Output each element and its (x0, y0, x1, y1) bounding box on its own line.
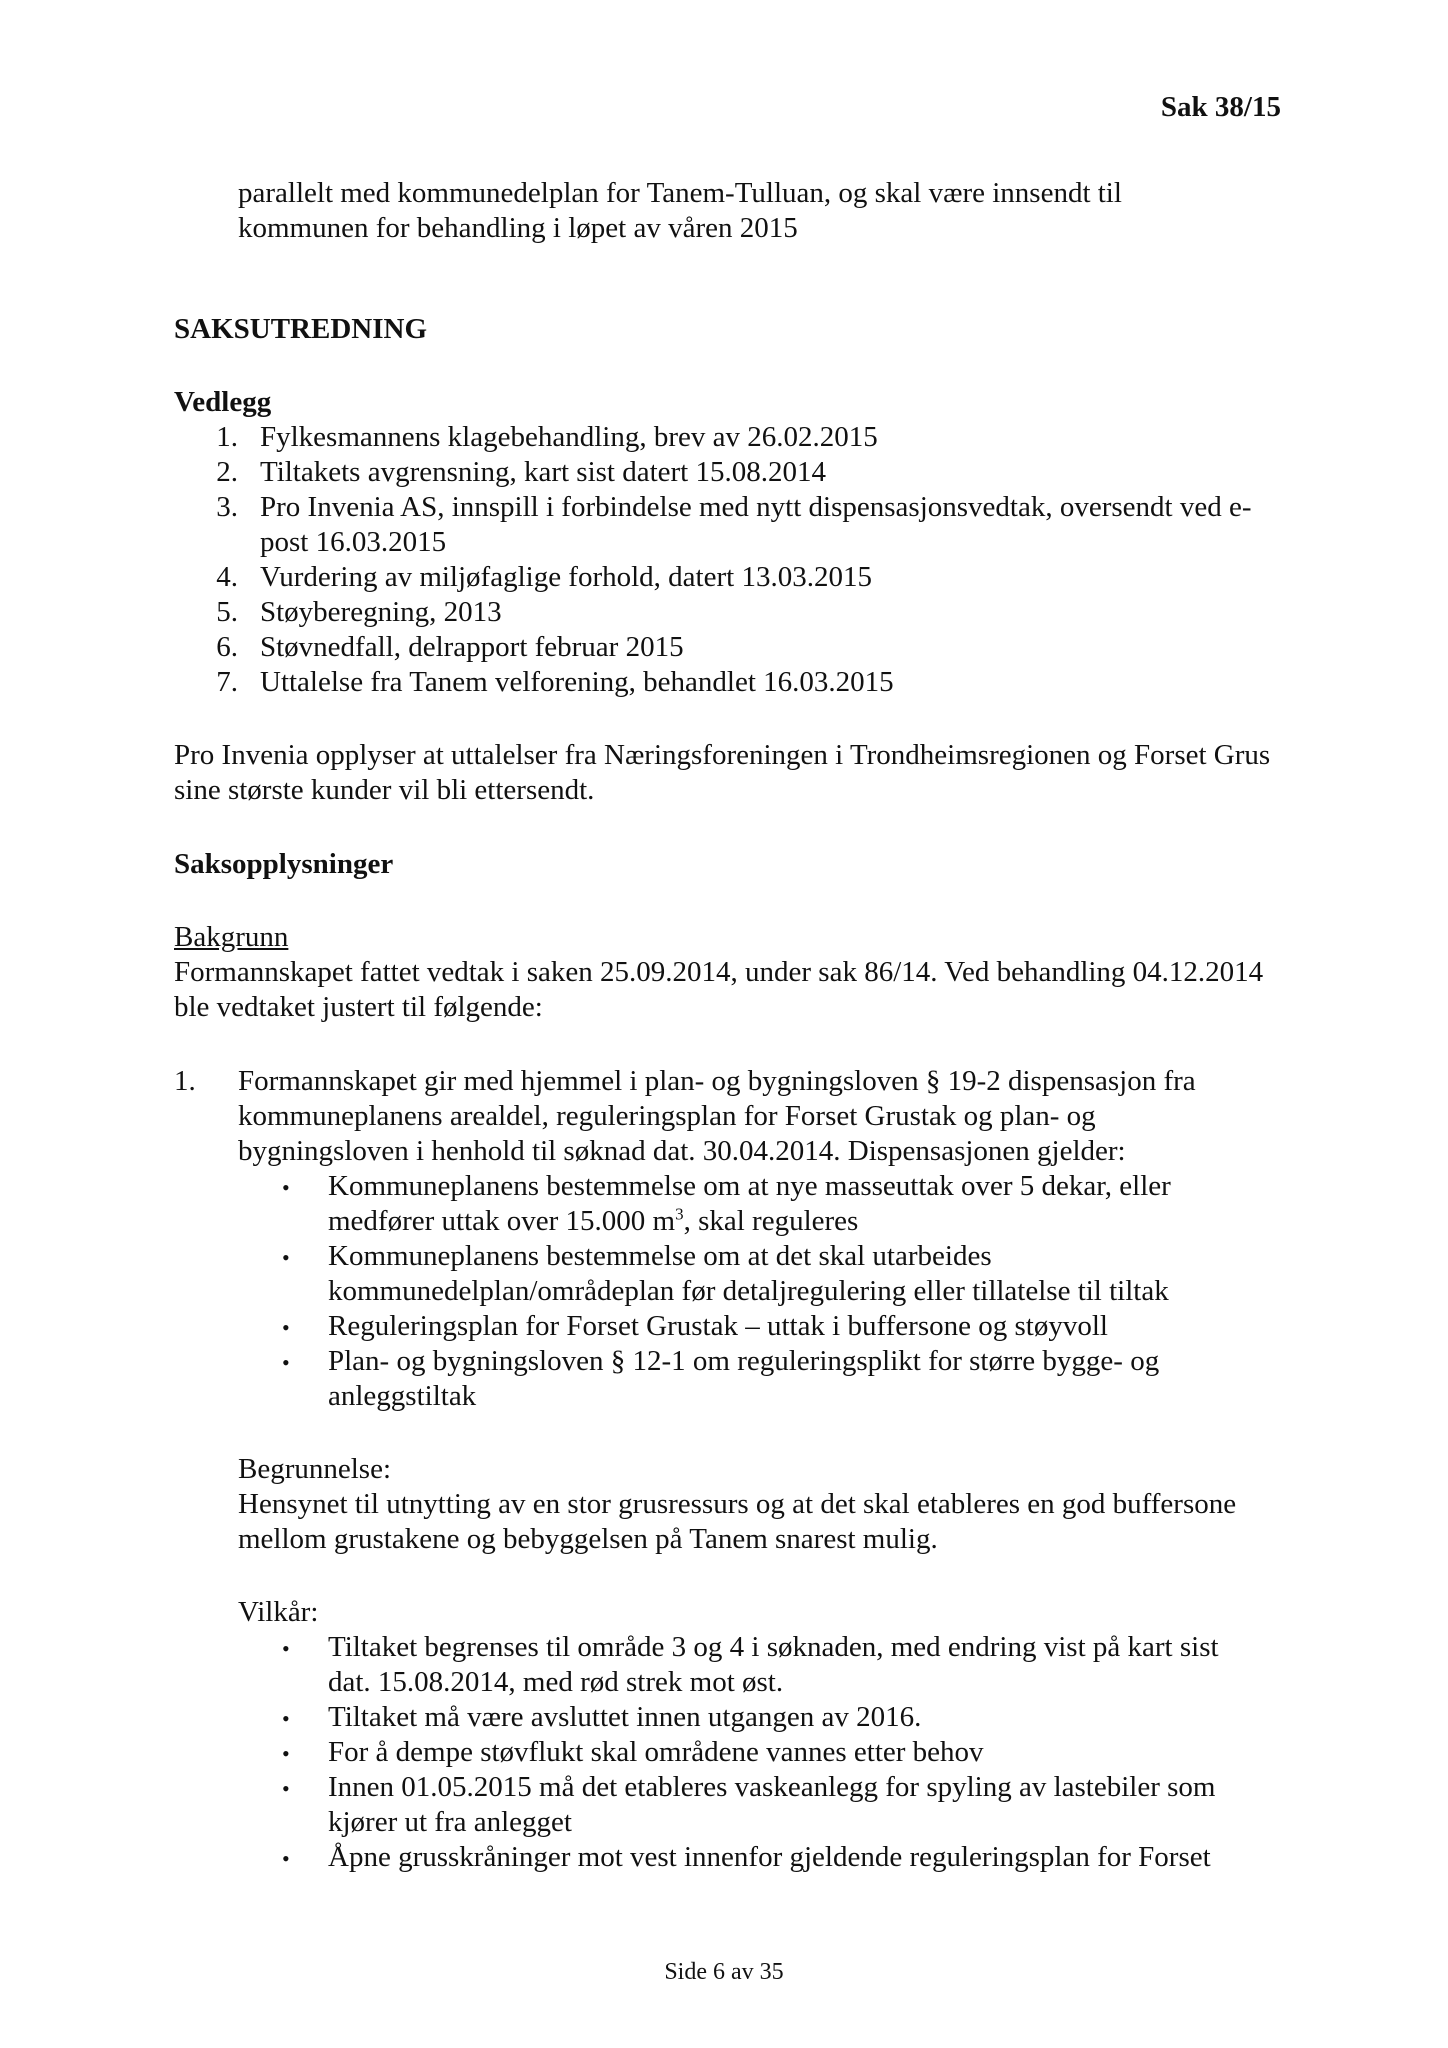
pro-invenia-line-1: Pro Invenia opplyser at uttalelser fra Næringsforeningen i Trondheimsregionen og Forset Grus (174, 739, 1271, 771)
vilkar-item: Åpne grusskråninger mot vest innenfor gjeldende reguleringsplan for Forset (328, 1841, 1211, 1873)
intro-line-2: kommunen for behandling i løpet av våren 2015 (238, 212, 798, 244)
dispensation-item: Plan- og bygningsloven § 12-1 om reguleringsplikt for større bygge- og (328, 1345, 1160, 1377)
bakgrunn-subheading: Bakgrunn (174, 921, 289, 953)
intro-line-1: parallelt med kommunedelplan for Tanem-Tulluan, og skal være innsendt til (238, 177, 1122, 209)
bullet-icon: • (282, 1245, 290, 1270)
vedlegg-item: Fylkesmannens klagebehandling, brev av 26.02.2015 (260, 421, 878, 453)
vedlegg-item: Støvnedfall, delrapport februar 2015 (260, 631, 684, 663)
vedlegg-item: Støyberegning, 2013 (260, 596, 502, 628)
decision-number: 1. (174, 1065, 196, 1097)
vedlegg-number: 1. (216, 421, 238, 453)
vedlegg-item: Pro Invenia AS, innspill i forbindelse med nytt dispensasjonsvedtak, oversendt ved e- (260, 491, 1252, 523)
vilkar-item: Innen 01.05.2015 må det etableres vaskeanlegg for spyling av lastebiler som (328, 1771, 1216, 1803)
section-title: SAKSUTREDNING (174, 313, 427, 345)
decision-line-2: kommuneplanens arealdel, reguleringsplan for Forset Grustak og plan- og (238, 1100, 1096, 1132)
dispensation-item-continuation: medfører uttak over 15.000 $m^3$, skal reguleres (328, 1204, 859, 1237)
vilkar-item-continuation: dat. 15.08.2014, med rød strek mot øst. (328, 1666, 784, 1698)
bullet-icon: • (282, 1741, 290, 1766)
bullet-icon: • (282, 1776, 290, 1801)
bullet-icon: • (282, 1350, 290, 1375)
bullet-icon: • (282, 1315, 290, 1340)
bullet-icon: • (282, 1636, 290, 1661)
decision-line-3: bygningsloven i henhold til søknad dat. 30.04.2014. Dispensasjonen gjelder: (238, 1135, 1126, 1167)
saksopplysninger-heading: Saksopplysninger (174, 848, 394, 880)
vedlegg-item: Uttalelse fra Tanem velforening, behandlet 16.03.2015 (260, 666, 894, 698)
vilkar-item: For å dempe støvflukt skal områdene vannes etter behov (328, 1736, 984, 1768)
bakgrunn-line-1: Formannskapet fattet vedtak i saken 25.09.2014, under sak 86/14. Ved behandling 04.12.2014 (174, 956, 1264, 988)
vilkar-item-continuation: kjører ut fra anlegget (328, 1806, 572, 1838)
dispensation-item: Kommuneplanens bestemmelse om at det skal utarbeides (328, 1240, 992, 1272)
vedlegg-item: Vurdering av miljøfaglige forhold, datert 13.03.2015 (260, 561, 872, 593)
vilkar-item: Tiltaket begrenses til område 3 og 4 i søknaden, med endring vist på kart sist (328, 1631, 1219, 1663)
bakgrunn-line-2: ble vedtaket justert til følgende: (174, 991, 543, 1023)
vilkar-item: Tiltaket må være avsluttet innen utgangen av 2016. (328, 1701, 922, 1733)
vedlegg-number: 3. (216, 491, 238, 523)
decision-line-1: Formannskapet gir med hjemmel i plan- og bygningsloven § 19-2 dispensasjon fra (238, 1065, 1196, 1097)
vedlegg-number: 4. (216, 561, 238, 593)
bullet-icon: • (282, 1175, 290, 1200)
dispensation-item-continuation: anleggstiltak (328, 1380, 477, 1412)
vilkar-label: Vilkår: (238, 1596, 319, 1628)
begrunnelse-label: Begrunnelse: (238, 1453, 392, 1485)
pro-invenia-line-2: sine største kunder vil bli ettersendt. (174, 774, 595, 806)
bullet-icon: • (282, 1706, 290, 1731)
dispensation-item-continuation: kommunedelplan/områdeplan før detaljregulering eller tillatelse til tiltak (328, 1275, 1169, 1307)
page-number: Side 6 av 35 (664, 1959, 784, 1985)
dispensation-item: Kommuneplanens bestemmelse om at nye masseuttak over 5 dekar, eller (328, 1170, 1171, 1202)
dispensation-item: Reguleringsplan for Forset Grustak – uttak i buffersone og støyvoll (328, 1310, 1108, 1342)
vedlegg-heading: Vedlegg (174, 386, 272, 418)
begrunnelse-line-1: Hensynet til utnytting av en stor grusressurs og at det skal etableres en god buffersone (238, 1488, 1237, 1520)
begrunnelse-line-2: mellom grustakene og bebyggelsen på Tanem snarest mulig. (238, 1523, 938, 1555)
case-number: Sak 38/15 (1160, 91, 1281, 123)
vedlegg-item: Tiltakets avgrensning, kart sist datert 15.08.2014 (260, 456, 826, 488)
vedlegg-number: 5. (216, 596, 238, 628)
vedlegg-number: 7. (216, 666, 238, 698)
vedlegg-number: 6. (216, 631, 238, 663)
vedlegg-number: 2. (216, 456, 238, 488)
bullet-icon: • (282, 1846, 290, 1871)
vedlegg-item-continuation: post 16.03.2015 (260, 526, 447, 558)
